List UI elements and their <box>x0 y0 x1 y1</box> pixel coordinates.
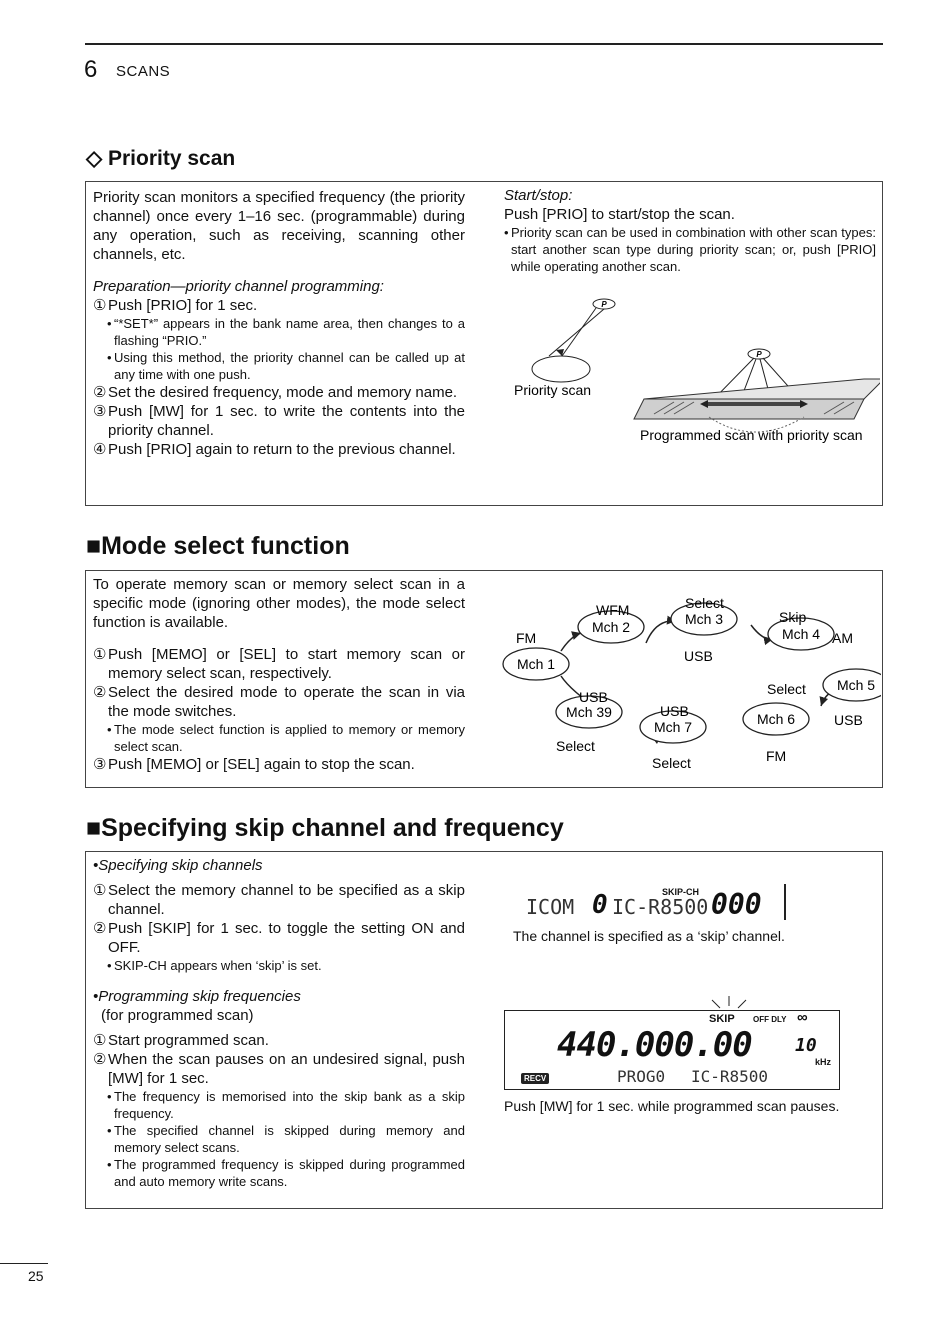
scan-range-bar <box>704 402 804 406</box>
priority-prep-title: Preparation—priority channel programming: <box>93 278 384 295</box>
label-mch5-usb: USB <box>834 712 863 728</box>
skip-heading-text: Specifying skip channel and frequency <box>101 814 564 842</box>
mode-step-1: ① Push [MEMO] or [SEL] to start memory scan or memory select scan, respectively. <box>93 646 465 682</box>
label-mch39-select: Select <box>556 738 595 754</box>
priority-right-column <box>504 186 876 275</box>
skip-sub-2: •Programming skip frequencies <box>93 988 301 1005</box>
priority-scan-diagram <box>532 299 615 382</box>
fig-label-priority: Priority scan <box>514 382 592 398</box>
priority-step-2: ② Set the desired frequency, mode and memory name. <box>93 384 458 401</box>
lcd2-bank: PROG0 <box>617 1067 666 1086</box>
lcd-programmed-scan <box>504 1010 840 1090</box>
skip-bullet-1: • SKIP-CH appears when ‘skip’ is set. <box>107 958 322 973</box>
square-icon: ■ <box>86 814 102 842</box>
priority-heading <box>86 146 235 171</box>
skip-step-1-2: ② Push [SKIP] for 1 sec. to toggle the setting ON and OFF. <box>93 920 465 956</box>
skip-bullet-2-1: • The frequency is memorised into the skip bank as a skip frequency. <box>107 1089 465 1121</box>
priority-heading-text: Priority scan <box>108 147 236 170</box>
lcd1-skipch-indicator: SKIP-CH <box>662 887 700 897</box>
mch-node-label-5: Mch 5 <box>836 677 876 693</box>
skip-blink-icon <box>704 996 754 1018</box>
skip-step-2-1: ① Start programmed scan. <box>93 1032 269 1049</box>
lcd1-digit: 0 <box>592 890 608 920</box>
start-stop-bullet: • Priority scan can be used in combination with other scan types: start another scan type during priority scan; or, push [PRIO] while operating another scan. <box>504 225 876 274</box>
diamond-icon: ◇ <box>86 147 103 170</box>
label-mch1-fm: FM <box>516 630 537 646</box>
priority-channel-ellipse <box>532 356 590 382</box>
label-mch7-select: Select <box>652 755 691 771</box>
mch-node-label-7: Mch 7 <box>653 719 693 735</box>
mch-node-label-2: Mch 2 <box>591 619 631 635</box>
mode-select-box <box>85 570 883 788</box>
mch-node-label-4: Mch 4 <box>781 626 821 642</box>
lcd2-offdly: OFF DLY <box>753 1015 787 1024</box>
skip-text-column <box>93 856 465 1190</box>
lcd2-skip-indicator: SKIP <box>709 1013 735 1025</box>
mode-select-diagram <box>501 581 881 781</box>
label-mch3-usb: USB <box>684 648 713 664</box>
skip-step-2-2: ② When the scan pauses on an undesired signal, push [MW] for 1 sec. <box>93 1051 465 1087</box>
label-mch4-am: AM <box>832 630 853 646</box>
priority-bullet-2: • Using this method, the priority channel can be called up at any time with one push. <box>107 350 465 382</box>
start-stop-text: Push [PRIO] to start/stop the scan. <box>504 206 735 223</box>
lcd2-frequency: 440.000.00 <box>557 1025 752 1065</box>
lcd2-caption: Push [MW] for 1 sec. while programmed scan pauses. <box>504 1098 840 1114</box>
programmed-scan-diagram <box>634 349 880 432</box>
chapter-number: 6 <box>84 56 98 83</box>
skip-sub-2-cont: (for programmed scan) <box>101 1007 254 1024</box>
start-stop-title: Start/stop: <box>504 187 573 204</box>
mode-select-heading-text: Mode select function <box>101 532 350 560</box>
header-rule <box>85 43 883 45</box>
mch-node-label-3: Mch 3 <box>684 611 724 627</box>
lcd2-khz: kHz <box>815 1057 832 1067</box>
lcd1-icom: ICOM <box>526 895 575 919</box>
skip-box <box>85 851 883 1209</box>
lcd2-step: 10 <box>795 1035 817 1056</box>
skip-bullet-2-3: • The programmed frequency is skipped during programmed and auto memory write scans. <box>107 1157 465 1189</box>
label-mch3-select: Select <box>685 595 724 611</box>
lcd-skip-channel <box>526 884 786 924</box>
mch-node-label-6: Mch 6 <box>756 711 796 727</box>
mode-step-2: ② Select the desired mode to operate the scan in via the mode switches. <box>93 684 465 720</box>
mch-nodes <box>503 603 881 743</box>
priority-step-1: ① Push [PRIO] for 1 sec. <box>93 297 258 314</box>
lcd1-caption: The channel is specified as a ‘skip’ channel. <box>513 928 785 944</box>
priority-line-1 <box>562 308 596 356</box>
label-mch7-usb: USB <box>660 703 689 719</box>
skip-sub-1: •Specifying skip channels <box>93 857 263 874</box>
mode-step-3: ③ Push [MEMO] or [SEL] again to stop the scan. <box>93 756 415 773</box>
mode-step-2-bullet: • The mode select function is applied to memory or memory select scan. <box>107 722 465 754</box>
p-marker-1-label: P <box>601 300 607 309</box>
mode-select-intro: To operate memory scan or memory select scan in a specific mode (ignoring other modes), the mode select function is available. <box>93 576 465 631</box>
mch-node-label-8: Mch 39 <box>566 704 612 720</box>
label-mch4-skip: Skip <box>779 609 807 625</box>
lcd2-infinity: ∞ <box>797 1009 808 1026</box>
priority-scan-figure <box>504 292 880 492</box>
lcd1-right-bar <box>784 884 786 920</box>
mch-node-label-1: Mch 1 <box>516 656 556 672</box>
arc-2-3 <box>646 621 676 643</box>
label-mch2-wfm: WFM <box>596 602 630 618</box>
lcd1-name: IC-R8500 <box>612 895 709 919</box>
label-mch5-select: Select <box>767 681 806 697</box>
mode-select-text-column <box>93 575 465 774</box>
band-top <box>644 379 880 399</box>
priority-step-3: ③ Push [MW] for 1 sec. to write the contents into the priority channel. <box>93 403 465 439</box>
priority-step-4: ④ Push [PRIO] again to return to the previous channel. <box>93 441 456 458</box>
square-icon: ■ <box>86 532 102 560</box>
lcd1-channel: 000 <box>711 888 762 921</box>
label-mch39-usb: USB <box>579 689 608 705</box>
priority-line-2 <box>549 309 604 356</box>
skip-bullet-2-2: • The specified channel is skipped during memory and memory select scans. <box>107 1123 465 1155</box>
priority-bullet-1: • “*SET*” appears in the bank name area, then changes to a flashing “PRIO.” <box>107 316 465 348</box>
label-mch6-fm: FM <box>766 748 787 764</box>
priority-intro: Priority scan monitors a specified frequency (the priority channel) once every 1–16 sec. (programmable) during any operation, such as receiving, scanning other channels, etc. <box>93 189 465 263</box>
footer-rule <box>0 1263 48 1264</box>
mode-select-heading <box>86 532 350 561</box>
lcd2-name: IC-R8500 <box>691 1067 769 1086</box>
p-marker-2-label: P <box>756 350 762 359</box>
skip-step-1-1: ① Select the memory channel to be specified as a skip channel. <box>93 882 465 918</box>
lcd2-recv: RECV <box>521 1073 549 1084</box>
fig-label-programmed: Programmed scan with priority scan <box>640 427 863 443</box>
priority-left-column <box>93 188 465 459</box>
priority-box <box>85 181 883 506</box>
skip-heading <box>86 814 564 843</box>
arc-1-2 <box>561 633 581 651</box>
page-number: 25 <box>28 1268 44 1284</box>
chapter-title: SCANS <box>116 63 171 80</box>
